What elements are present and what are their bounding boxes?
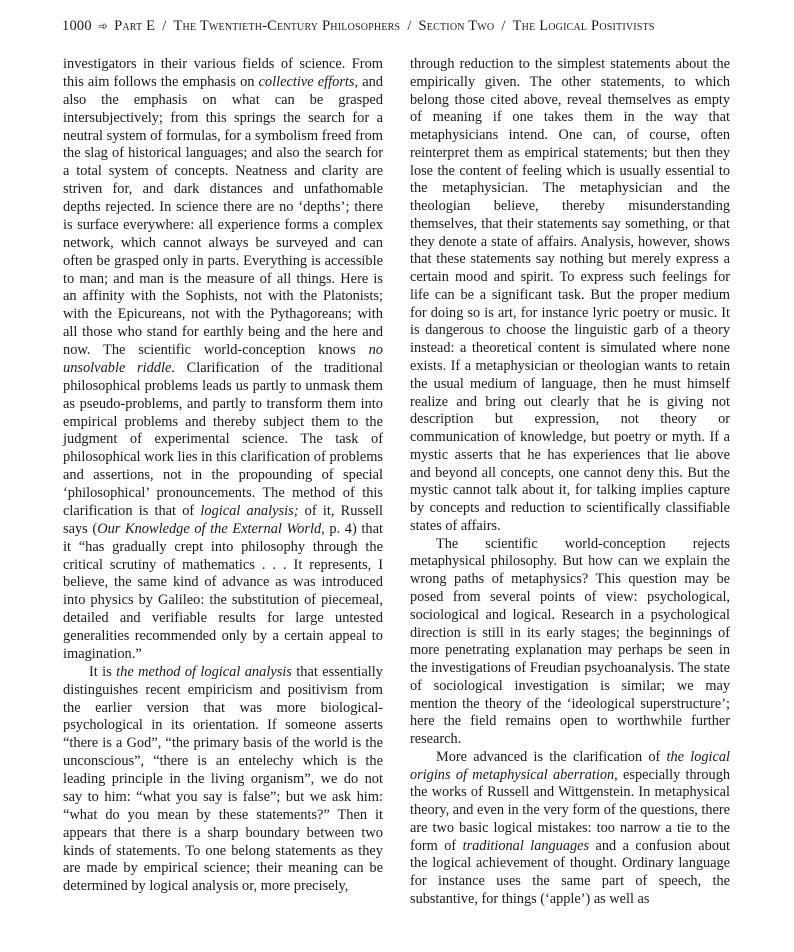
header-part: Part E bbox=[114, 17, 156, 34]
text-run: investigators in their various fields of science. From this aim follows the emphasis on bbox=[63, 56, 383, 90]
text-run: It is bbox=[89, 663, 117, 680]
emphasis: logical analysis; bbox=[200, 502, 299, 519]
book-title-citation: Our Knowledge of the External World bbox=[97, 520, 322, 537]
paragraph bbox=[410, 749, 730, 909]
arrow-icon: ➾ bbox=[97, 18, 109, 33]
header-section: Section Two bbox=[418, 17, 495, 34]
text-run: of it, Russell says ( bbox=[63, 502, 383, 537]
header-separator: / bbox=[501, 17, 506, 34]
header-book-title: The Twentieth-Century Philosophers bbox=[173, 17, 401, 34]
text-run: . Clarification of the traditional philosophical problems leads us partly to unmask them as pseudo-problems, and partly to transform them into empirical problems and thereby subject them to the judgment of experimental science. The task of philosophical work lies in this clarification of problems and assertions, not in the propounding of special ‘philosophical’ pronouncements. The method of this clarification is that of bbox=[63, 359, 383, 519]
header-chapter: The Logical Positivists bbox=[512, 17, 655, 34]
page-number: 1000 bbox=[62, 17, 92, 34]
paragraph bbox=[63, 56, 383, 664]
text-run: that essentially distinguishes recent empiricism and positivism from the earlier version that was more biological-psychological in its orientation. If someone asserts “there is a God”, “the primary basis of the world is the unconscious”, “there is an entelechy which is the leading principle in the living organism”, we do not say to him: “what you say is false”; but we ask him: “what do you mean by these statements?” Then it appears that there is a sharp boundary between two kinds of statements. To one belong statements as they are made by empirical science; their meaning can be determined by logical analysis or, more precisely, bbox=[63, 663, 383, 895]
emphasis: traditional languages bbox=[462, 837, 590, 854]
paragraph: The scientific world-conception rejects metaphysical philosophy. But how can we explain the wrong paths of metaphysics? This question may be posed from several points of view: psychological, sociological and logical. Research in a psychological direction is still in its early stages; the beginnings of more penetrating explanation may perhaps be seen in the investigations of Freudian psychoanalysis. The state of sociological investigation is similar; we may mention the theory of the ‘ideological superstructure’; here the field remains open to worthwhile further research. bbox=[410, 535, 730, 748]
emphasis: the logical origins of metaphysical aberration bbox=[410, 748, 730, 783]
text-run: , p. 4) that it “has gradually crept into philosophy through the critical scrutiny of mathematics . . . It represents, I believe, the same kind of advance as was introduced into physics by Galileo: the substitution of piecemeal, detailed and verifiable results for large untested generalities recommended only by a certain appeal to imagination.” bbox=[63, 520, 383, 662]
header-separator: / bbox=[407, 17, 412, 34]
text-run: More advanced is the clarification of bbox=[436, 748, 667, 765]
emphasis: no unsolvable riddle bbox=[63, 342, 383, 376]
header-separator: / bbox=[162, 17, 167, 34]
text-run: and a confusion about the logical achievement of thought. Ordinary language for instance uses the same part of speech, the substantive, for things (‘apple’) as well as bbox=[410, 837, 730, 907]
emphasis: collective efforts bbox=[258, 73, 355, 90]
left-column bbox=[63, 56, 383, 896]
paragraph bbox=[63, 664, 383, 896]
text-run: , and also the emphasis on what can be grasped intersubjectively; from this springs the search for a neutral system of formulas, for a symbolism freed from the slag of historical languages; and also the search for a total system of concepts. Neatness and clarity are striven for, and dark distances and unfathomable depths rejected. In science there are no ‘depths’; there is surface everywhere: all experience forms a complex network, which cannot always be surveyed and can often be grasped only in parts. Everything is accessible to man; and man is the measure of all things. Here is an affinity with the Sophists, not with the Platonists; with the Epicureans, not with the Pythagoreans; with all those who stand for earthly being and the here and now. The scientific world-conception knows bbox=[63, 73, 383, 358]
right-column bbox=[410, 56, 730, 909]
paragraph: through reduction to the simplest statements about the empirically given. The other statements, to which belong those cited above, reveal themselves as empty of meaning if one takes them in the way that metaphysicians intend. One can, of course, often reinterpret them as empirical statements; but then they lose the content of feeling which is usually essential to the metaphysician. The metaphysician and the theologian believe, thereby misunderstanding themselves, that their statements say something, or that they denote a state of affairs. Analysis, however, shows that these statements say nothing but merely express a certain mood and spirit. To express such feelings for life can be a significant task. But the proper medium for doing so is art, for instance lyric poetry or music. It is dangerous to choose the linguistic garb of a theory instead: a theoretical content is simulated where none exists. If a metaphysician or theologian wants to retain the usual medium of language, then he must himself realize and bring out clearly that he is giving not description but expression, not theory or communication of knowledge, but poetry or myth. If a mystic asserts that he has experiences that lie above and beyond all concepts, one cannot deny this. But the mystic cannot talk about it, for talking implies capture by concepts and reduction to scientifically classifiable states of affairs. bbox=[410, 56, 730, 534]
running-header bbox=[62, 14, 742, 38]
emphasis: the method of logical analysis bbox=[116, 663, 292, 680]
text-run: , especially through the works of Russell and Wittgenstein. In metaphysical theory, and even in the very form of the questions, there are two basic logical mistakes: too narrow a tie to the form of bbox=[410, 766, 730, 854]
